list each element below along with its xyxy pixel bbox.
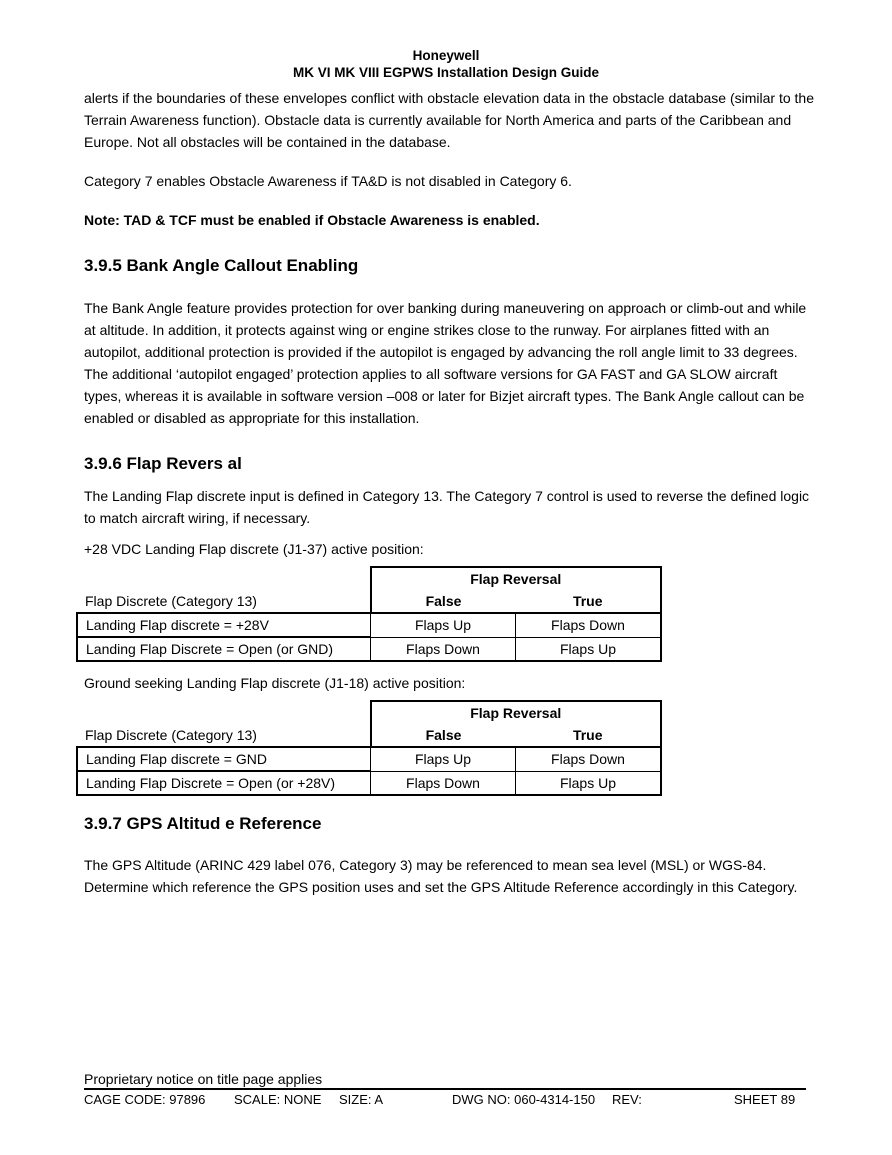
footer-sheet-number: SHEET 89: [734, 1092, 796, 1107]
table2-group-header: Flap Reversal: [371, 701, 662, 724]
table2-caption: Ground seeking Landing Flap discrete (J1-18) active position:: [84, 675, 466, 691]
table1-col-true: True: [516, 590, 662, 613]
table-cell: Flaps Up: [516, 771, 662, 795]
footer-divider: [84, 1088, 806, 1090]
table-row: [77, 637, 661, 661]
table-cell: Flaps Down: [371, 771, 516, 795]
table1-group-header: Flap Reversal: [371, 567, 662, 590]
section-heading-3-9-7: 3.9.7 GPS Altitud e Reference: [84, 814, 322, 833]
paragraph-category-7: Category 7 enables Obstacle Awareness if TA&D is not disabled in Category 6.: [84, 173, 572, 189]
table-row: [77, 747, 661, 771]
footer-cage-code: CAGE CODE: 97896: [84, 1092, 206, 1107]
footer-revision: REV:: [612, 1092, 642, 1107]
header-company: Honeywell: [412, 48, 480, 63]
table-cell: Flaps Down: [516, 613, 662, 637]
proprietary-notice: Proprietary notice on title page applies: [84, 1071, 323, 1087]
flap-reversal-table-ground-seeking: [76, 700, 662, 796]
table2-col-flap-discrete: Flap Discrete (Category 13): [85, 727, 257, 743]
table1-caption: +28 VDC Landing Flap discrete (J1-37) active position:: [84, 541, 424, 557]
table-cell: Flaps Up: [516, 637, 662, 661]
table-cell: Landing Flap Discrete = Open (or GND): [77, 637, 371, 661]
table-cell: Flaps Down: [371, 637, 516, 661]
paragraph-obstacle-data: alerts if the boundaries of these envelopes conflict with obstacle elevation data in the obstacle database (similar to the Terrain Awareness function). Obstacle data is currently available for North America and parts of the Caribbean and Europe. Not all obstacles will be contained in the database.: [84, 90, 814, 150]
table-cell: Landing Flap discrete = GND: [77, 747, 371, 771]
table-cell: Flaps Up: [371, 747, 516, 771]
table-cell: Flaps Down: [516, 747, 662, 771]
table-row: [77, 613, 661, 637]
table-row: [77, 771, 661, 795]
footer-drawing-number: DWG NO: 060-4314-150: [452, 1092, 596, 1107]
table1-col-false: False: [371, 590, 516, 613]
footer-size: SIZE: A: [339, 1092, 384, 1107]
section-text-3-9-6: The Landing Flap discrete input is defined in Category 13. The Category 7 control is used to reverse the defined logic to match aircraft wiring, if necessary.: [84, 488, 810, 526]
flap-reversal-table-28vdc: [76, 566, 662, 662]
table1-col-flap-discrete: Flap Discrete (Category 13): [85, 593, 257, 609]
note-tad-tcf: Note: TAD & TCF must be enabled if Obstacle Awareness is enabled.: [84, 212, 540, 228]
table2-col-false: False: [371, 724, 516, 747]
section-text-3-9-7: The GPS Altitude (ARINC 429 label 076, Category 3) may be referenced to mean sea level (MSL) or WGS-84. Determine which reference the GPS position uses and set the GPS Altitude Reference accordingly in this Category.: [84, 857, 798, 895]
section-heading-3-9-6: 3.9.6 Flap Revers al: [84, 454, 242, 473]
section-heading-3-9-5: 3.9.5 Bank Angle Callout Enabling: [84, 256, 359, 275]
header-title: MK VI MK VIII EGPWS Installation Design Guide: [292, 65, 600, 80]
footer-scale: SCALE: NONE: [234, 1092, 322, 1107]
table-cell: Landing Flap discrete = +28V: [77, 613, 371, 637]
table2-col-true: True: [516, 724, 662, 747]
table-cell: Landing Flap Discrete = Open (or +28V): [77, 771, 371, 795]
table-cell: Flaps Up: [371, 613, 516, 637]
section-text-3-9-5: The Bank Angle feature provides protection for over banking during maneuvering on approach or climb-out and while at altitude. In addition, it protects against wing or engine strikes close to the runway. For airplanes fitted with an autopilot, additional protection is provided if the autopilot is engaged by advancing the roll angle limit to 33 degrees. The additional ‘autopilot engaged’ protection applies to all software versions for GA FAST and GA SLOW aircraft types, whereas it is available in software version –008 or later for Bizjet aircraft types. The Bank Angle callout can be enabled or disabled as appropriate for this installation.: [84, 300, 807, 426]
